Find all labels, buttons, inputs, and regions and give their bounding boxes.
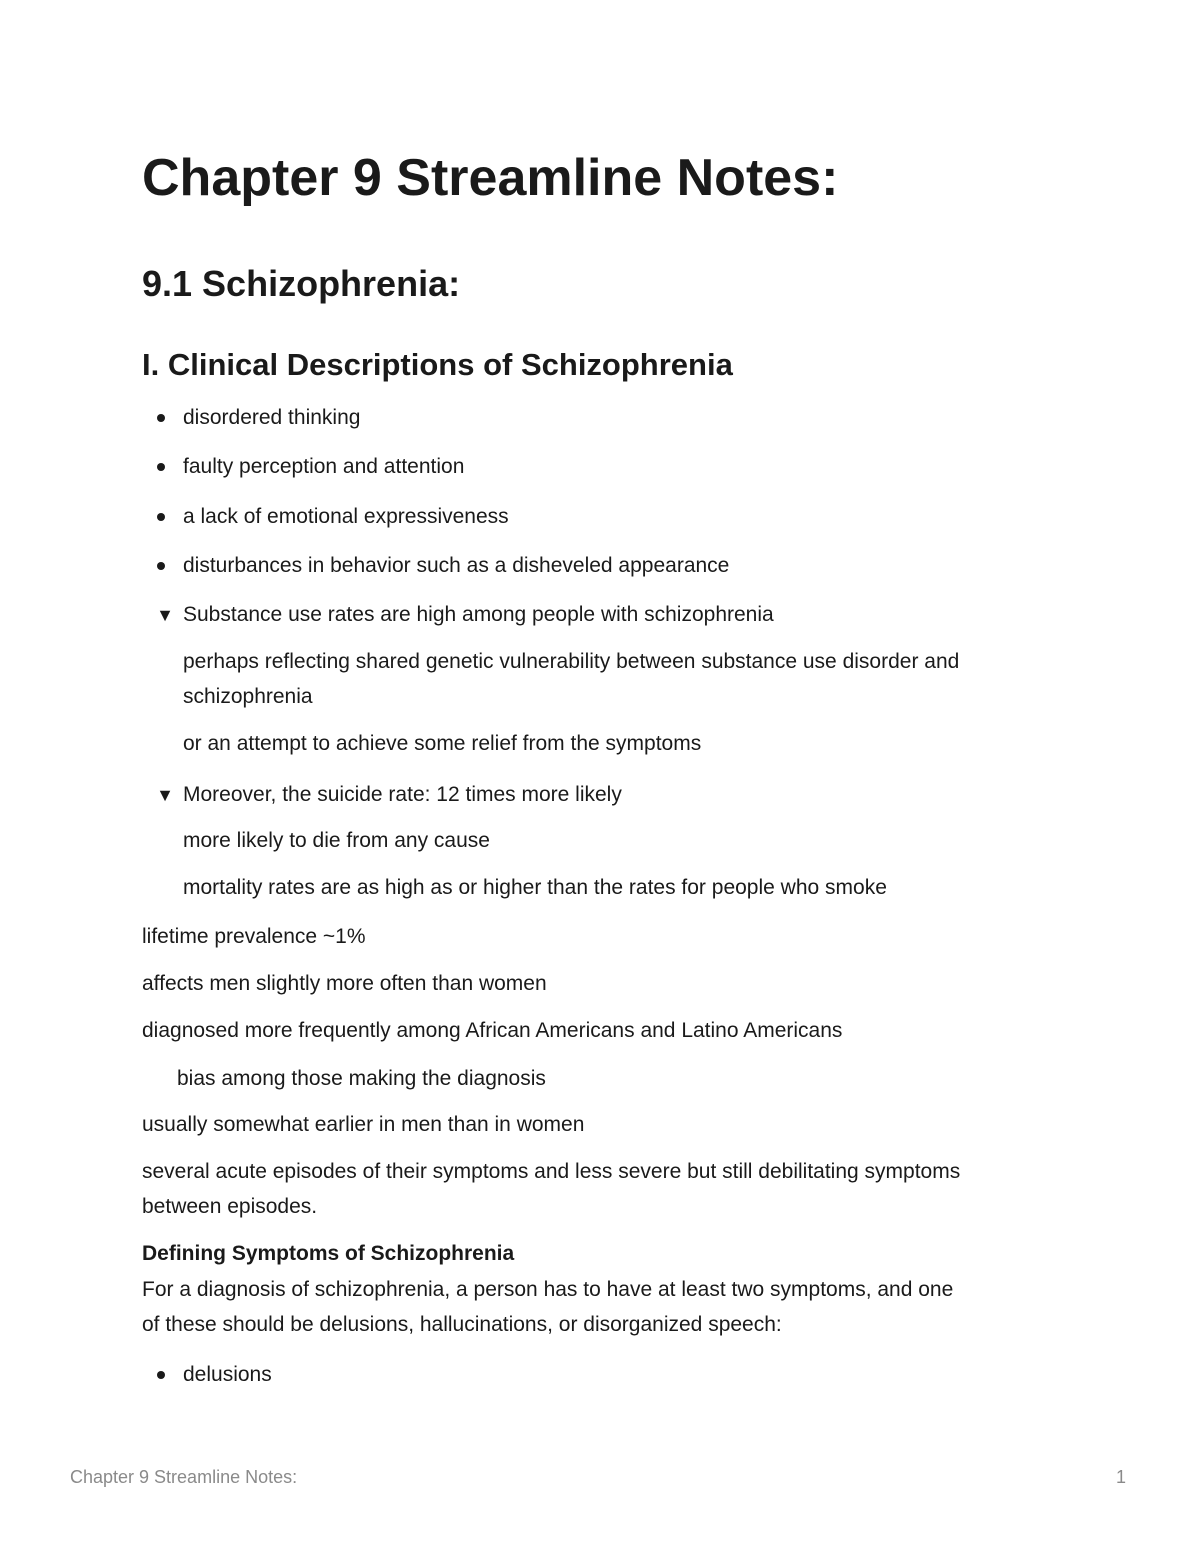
list-item: disturbances in behavior such as a disheveled appearance — [183, 554, 730, 577]
page-number: 1 — [1116, 1467, 1127, 1487]
list-item: a lack of emotional expressiveness — [183, 505, 509, 528]
paragraph: lifetime prevalence ~1% — [142, 925, 366, 948]
toggle-triangle-icon[interactable]: ▼ — [156, 785, 174, 805]
bullet-dot — [157, 414, 165, 422]
bullet-dot — [157, 513, 165, 521]
defining-heading: Defining Symptoms of Schizophrenia — [142, 1242, 515, 1265]
paragraph: diagnosed more frequently among African Americans and Latino Americans — [142, 1019, 843, 1042]
toggle-child: or an attempt to achieve some relief from the symptoms — [183, 732, 702, 755]
paragraph: of these should be delusions, hallucinations, or disorganized speech: — [142, 1313, 782, 1336]
toggle-label[interactable]: Substance use rates are high among people with schizophrenia — [183, 603, 774, 626]
bullet-dot — [157, 1371, 165, 1379]
list-item: disordered thinking — [183, 406, 361, 429]
toggle-child: mortality rates are as high as or higher than the rates for people who smoke — [183, 876, 887, 899]
list-item: faulty perception and attention — [183, 455, 465, 478]
paragraph: several acute episodes of their symptoms and less severe but still debilitating symptoms — [142, 1160, 961, 1183]
toggle-child: schizophrenia — [183, 685, 313, 708]
paragraph: between episodes. — [142, 1195, 318, 1218]
toggle-triangle-icon[interactable]: ▼ — [156, 605, 174, 625]
page-title: Chapter 9 Streamline Notes: — [142, 149, 839, 207]
paragraph: affects men slightly more often than women — [142, 972, 547, 995]
footer-title: Chapter 9 Streamline Notes: — [70, 1467, 298, 1487]
bullet-dot — [157, 562, 165, 570]
paragraph: For a diagnosis of schizophrenia, a person has to have at least two symptoms, and one — [142, 1278, 954, 1301]
subsection-heading: I. Clinical Descriptions of Schizophrenia — [142, 347, 733, 382]
toggle-label[interactable]: Moreover, the suicide rate: 12 times more likely — [183, 783, 622, 806]
paragraph-indented: bias among those making the diagnosis — [177, 1067, 546, 1090]
list-item: delusions — [183, 1363, 272, 1386]
paragraph: usually somewhat earlier in men than in women — [142, 1113, 585, 1136]
toggle-child: more likely to die from any cause — [183, 829, 490, 852]
bullet-dot — [157, 463, 165, 471]
section-heading: 9.1 Schizophrenia: — [142, 263, 461, 304]
toggle-child: perhaps reflecting shared genetic vulnerability between substance use disorder and — [183, 650, 960, 673]
